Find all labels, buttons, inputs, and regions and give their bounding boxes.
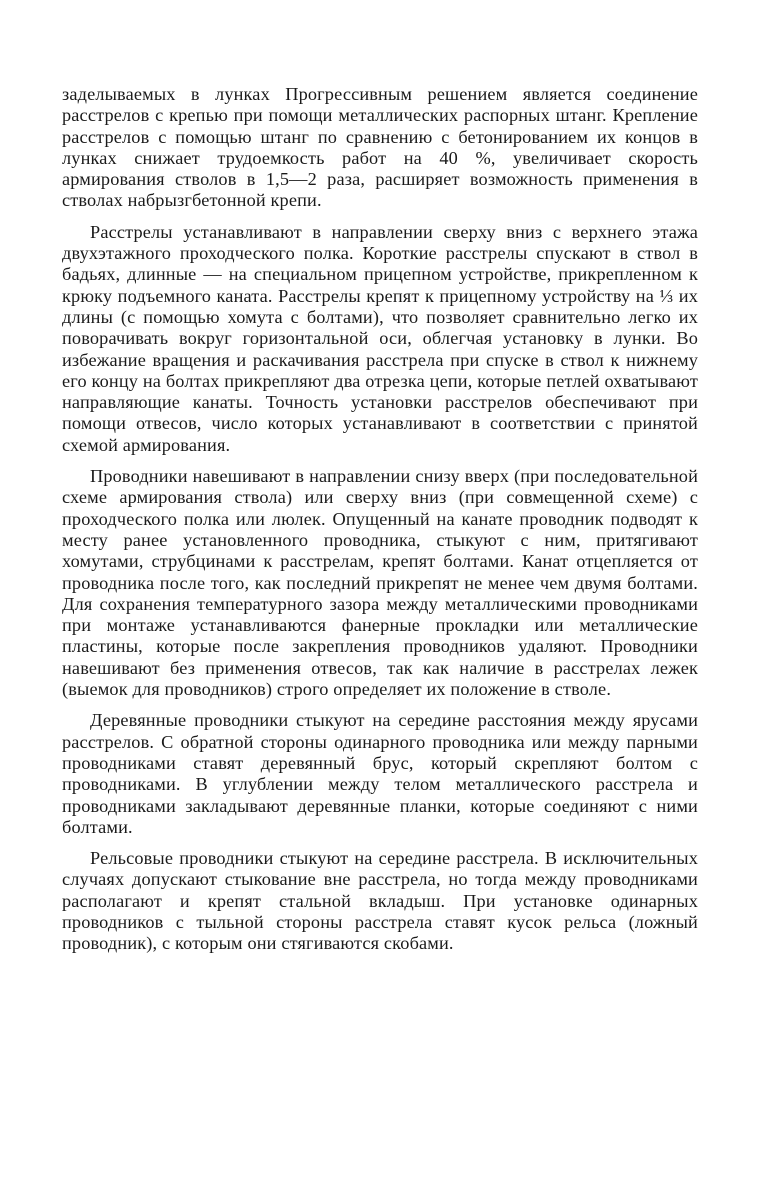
page-text [62,84,698,955]
paragraph-5: Рельсовые проводники стыкуют на середине расстрела. В исключительных случаях допускают стыкование вне расстрела, но тогда между проводниками располагают и крепят стальной вкладыш. При установке одинарных проводников с тыльной стороны расстрела ставят кусок рельса (ложный проводник), с которым они стягиваются скобами. [62,848,698,954]
paragraph-2: Расстрелы устанавливают в направлении сверху вниз с верхнего этажа двухэтажного проходческого полка. Короткие расстрелы спускают в ствол в бадьях, длинные — на специальном прицепном устройстве, прикрепленном к крюку подъемного каната. Расстрелы крепят к прицепному устройству на ⅓ их длины (с помощью хомута с болтами), что позволяет сравнительно легко их поворачивать вокруг горизонтальной оси, облегчая установку в лунки. Во избежание вращения и раскачивания расстрела при спуске в ствол к нижнему его концу на болтах прикрепляют два отрезка цепи, которые петлей охватывают направляющие канаты. Точность установки расстрелов обеспечивают при помощи отвесов, число которых устанавливают в соответствии с принятой схемой армирования. [62,221,698,455]
paragraph-4: Деревянные проводники стыкуют на середине расстояния между ярусами расстрелов. С обратной стороны одинарного проводника или между парными проводниками ставят деревянный брус, который скрепляют болтом с проводниками. В углублении между телом металлического расстрела и проводниками закладывают деревянные планки, которые соединяют с ними болтами. [62,710,698,837]
paragraph-1: заделываемых в лунках Прогрессивным решением является соединение расстрелов с крепью при помощи металлических распорных штанг. Крепление расстрелов с помощью штанг по сравнению с бетонированием их концов в лунках снижает трудоемкость работ на 40 %, увеличивает скорость армирования стволов в 1,5—2 раза, расширяет возможность применения в стволах набрызгбетонной крепи. [62,84,698,211]
paragraph-3: Проводники навешивают в направлении снизу вверх (при последовательной схеме армирования ствола) или сверху вниз (при совмещенной схеме) с проходческого полка или люлек. Опущенный на канате проводник подводят к месту ранее установленного проводника, стыкуют с ним, притягивают хомутами, струбцинами к расстрелам, крепят болтами. Канат отцепляется от проводника после того, как последний прикрепят не менее чем двумя болтами. Для сохранения температурного зазора между металлическими проводниками при монтаже устанавливаются фанерные прокладки или металлические пластины, которые после закрепления проводников удаляют. Проводники навешивают без применения отвесов, так как наличие в расстрелах лежек (выемок для проводников) строго определяет их положение в стволе. [62,466,698,700]
